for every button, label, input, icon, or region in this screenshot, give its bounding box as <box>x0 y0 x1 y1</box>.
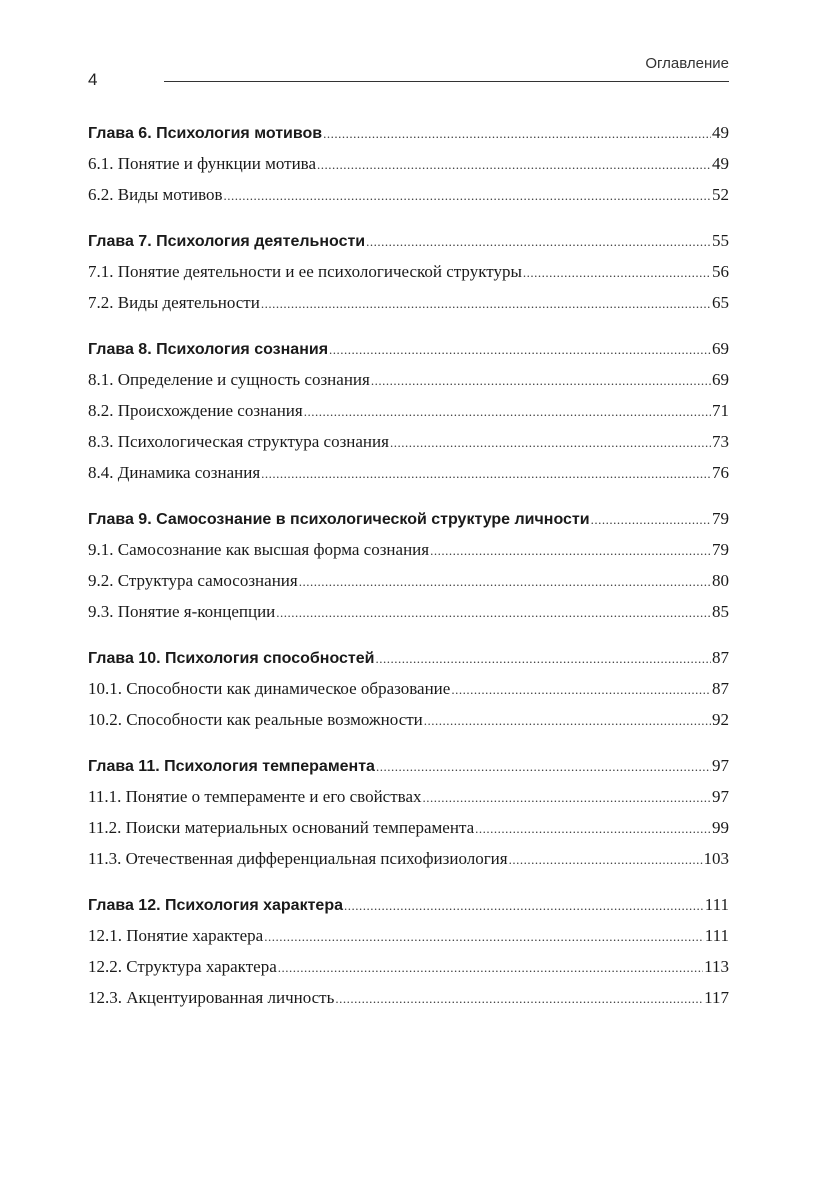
toc-section-entry[interactable] <box>88 781 729 812</box>
toc-section-entry[interactable] <box>88 596 729 627</box>
dot-leader <box>375 644 711 674</box>
toc-entry-title: 7.1. Понятие деятельности и ее психологической структуры <box>88 262 522 281</box>
dot-leader <box>261 288 711 319</box>
dot-leader <box>475 813 711 844</box>
toc-section-entry[interactable] <box>88 256 729 287</box>
dot-leader <box>344 891 704 921</box>
toc-section-entry[interactable] <box>88 457 729 488</box>
toc-entry-page: 49 <box>712 154 729 173</box>
toc-entry-page: 117 <box>704 988 729 1007</box>
dot-leader <box>224 180 711 211</box>
toc-section-entry[interactable] <box>88 673 729 704</box>
dot-leader <box>323 119 711 149</box>
toc-entry-page: 52 <box>712 185 729 204</box>
toc-chapter-entry[interactable] <box>88 118 729 148</box>
toc-entry-title: Глава 6. Психология мотивов <box>88 125 323 142</box>
toc-section-entry[interactable] <box>88 287 729 318</box>
toc-entry-title: 10.2. Способности как реальные возможности <box>88 710 423 729</box>
toc-entry-title: 10.1. Способности как динамическое образование <box>88 679 451 698</box>
dot-leader <box>329 335 711 365</box>
table-of-contents <box>88 118 729 1013</box>
toc-section-entry[interactable] <box>88 843 729 874</box>
toc-entry-title: 12.3. Акцентуированная личность <box>88 988 335 1007</box>
toc-entry-page: 113 <box>704 957 729 976</box>
toc-entry-page: 80 <box>712 571 729 590</box>
toc-entry-page: 103 <box>703 849 729 868</box>
dot-leader <box>424 705 711 736</box>
toc-section-entry[interactable] <box>88 179 729 210</box>
toc-entry-page: 87 <box>712 679 729 698</box>
toc-entry-page: 99 <box>712 818 729 837</box>
dot-leader <box>371 365 711 396</box>
header-rule <box>164 81 729 82</box>
toc-entry-title: 9.1. Самосознание как высшая форма сознания <box>88 540 430 559</box>
dot-leader <box>509 844 703 875</box>
toc-entry-title: Глава 11. Психология темперамента <box>88 758 375 775</box>
toc-entry-title: 8.2. Происхождение сознания <box>88 401 303 420</box>
toc-entry-page: 71 <box>712 401 729 420</box>
toc-entry-title: 11.2. Поиски материальных оснований темперамента <box>88 818 475 837</box>
dot-leader <box>278 952 703 983</box>
toc-section-entry[interactable] <box>88 426 729 457</box>
toc-section-entry[interactable] <box>88 920 729 951</box>
toc-entry-page: 55 <box>712 231 729 250</box>
toc-entry-page: 87 <box>712 648 729 667</box>
toc-entry-title: 9.2. Структура самосознания <box>88 571 298 590</box>
toc-entry-page: 79 <box>712 509 729 528</box>
toc-entry-title: 8.3. Психологическая структура сознания <box>88 432 389 451</box>
toc-chapter-entry[interactable] <box>88 226 729 256</box>
toc-chapter-entry[interactable] <box>88 334 729 364</box>
dot-leader <box>264 921 704 952</box>
toc-entry-page: 69 <box>712 339 729 358</box>
toc-section-entry[interactable] <box>88 364 729 395</box>
toc-entry-title: 6.1. Понятие и функции мотива <box>88 154 317 173</box>
toc-entry-title: 12.2. Структура характера <box>88 957 277 976</box>
dot-leader <box>276 597 711 628</box>
toc-chapter-entry[interactable] <box>88 504 729 534</box>
toc-entry-page: 56 <box>712 262 729 281</box>
toc-entry-page: 65 <box>712 293 729 312</box>
dot-leader <box>430 535 711 566</box>
toc-chapter-entry[interactable] <box>88 890 729 920</box>
toc-entry-page: 73 <box>712 432 729 451</box>
toc-entry-title: Глава 9. Самосознание в психологической структуре личности <box>88 511 590 528</box>
toc-entry-page: 79 <box>712 540 729 559</box>
toc-entry-page: 97 <box>712 756 729 775</box>
toc-entry-title: 7.2. Виды деятельности <box>88 293 260 312</box>
toc-entry-title: 8.4. Динамика сознания <box>88 463 261 482</box>
toc-entry-page: 76 <box>712 463 729 482</box>
toc-entry-page: 69 <box>712 370 729 389</box>
toc-entry-page: 49 <box>712 123 729 142</box>
toc-entry-title: 11.3. Отечественная дифференциальная психофизиология <box>88 849 508 868</box>
toc-entry-title: 8.1. Определение и сущность сознания <box>88 370 370 389</box>
toc-chapter-entry[interactable] <box>88 643 729 673</box>
dot-leader <box>366 227 711 257</box>
dot-leader <box>423 782 711 813</box>
toc-section-entry[interactable] <box>88 565 729 596</box>
dot-leader <box>304 396 711 427</box>
toc-entry-title: 11.1. Понятие о темпераменте и его свойствах <box>88 787 422 806</box>
toc-entry-title: Глава 8. Психология сознания <box>88 341 329 358</box>
running-title: Оглавление <box>645 55 729 72</box>
toc-entry-title: Глава 12. Психология характера <box>88 897 343 914</box>
dot-leader <box>451 674 711 705</box>
toc-entry-page: 92 <box>712 710 729 729</box>
dot-leader <box>591 505 711 535</box>
dot-leader <box>299 566 711 597</box>
page-number: 4 <box>88 70 98 89</box>
toc-chapter-entry[interactable] <box>88 751 729 781</box>
toc-entry-title: Глава 10. Психология способностей <box>88 650 375 667</box>
dot-leader <box>390 427 711 458</box>
toc-section-entry[interactable] <box>88 951 729 982</box>
toc-section-entry[interactable] <box>88 812 729 843</box>
toc-entry-page: 111 <box>704 895 729 914</box>
toc-section-entry[interactable] <box>88 704 729 735</box>
dot-leader <box>523 257 711 288</box>
toc-section-entry[interactable] <box>88 395 729 426</box>
toc-section-entry[interactable] <box>88 148 729 179</box>
toc-entry-title: 12.1. Понятие характера <box>88 926 264 945</box>
toc-section-entry[interactable] <box>88 534 729 565</box>
dot-leader <box>261 458 711 489</box>
dot-leader <box>335 983 703 1014</box>
toc-entry-title: 6.2. Виды мотивов <box>88 185 223 204</box>
toc-entry-page: 97 <box>712 787 729 806</box>
toc-section-entry[interactable] <box>88 982 729 1013</box>
toc-entry-page: 85 <box>712 602 729 621</box>
toc-entry-page: 111 <box>704 926 729 945</box>
toc-entry-title: Глава 7. Психология деятельности <box>88 233 366 250</box>
dot-leader <box>376 752 711 782</box>
dot-leader <box>317 149 711 180</box>
toc-entry-title: 9.3. Понятие я-концепции <box>88 602 276 621</box>
